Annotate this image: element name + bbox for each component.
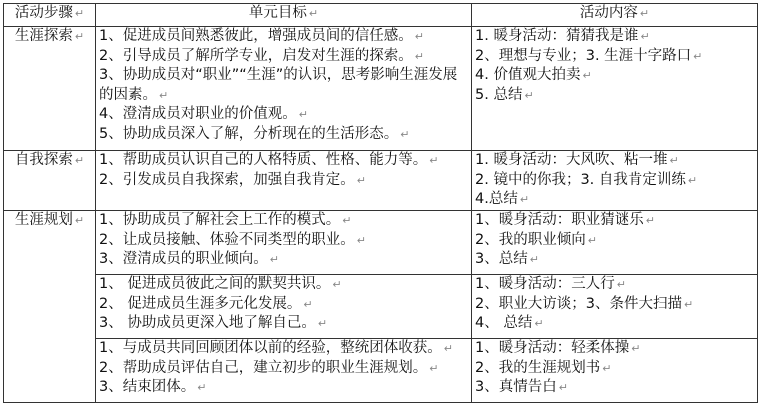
activity-line: 2、我的职业倾向 ↵: [475, 231, 597, 248]
table-row: [4, 275, 758, 339]
goal-line: 3、结束团体。 ↵: [99, 379, 207, 395]
stage-cell: 自我探索 ↵: [4, 151, 96, 211]
goal-line: 1、促进成员间熟悉彼此，增强成员间的信任感。 ↵: [99, 28, 424, 44]
table-row: [4, 211, 758, 275]
activity-line: 5. 总结 ↵: [475, 86, 534, 103]
header-goals: 单元目标 ↵: [96, 4, 472, 27]
header-activities: 活动内容 ↵: [472, 4, 758, 27]
activity-line: 4.总结 ↵: [475, 191, 530, 207]
goal-line: 1、帮助成员认识自己的人格特质、性格、能力等。 ↵: [99, 152, 439, 168]
goal-line: 4、澄清成员对职业的价值观。 ↵: [99, 106, 308, 122]
goal-line: 2、引导成员了解所学专业，启发对生涯的探索。 ↵: [99, 47, 424, 64]
activity-line: 1、暖身活动：轻柔体操 ↵: [475, 340, 641, 356]
activity-line: 1、暖身活动：职业猜谜乐 ↵: [475, 212, 655, 228]
activity-line: 4. 价值观大拍卖 ↵: [475, 67, 592, 83]
stage-cell: 生涯规划 ↵: [4, 211, 96, 403]
table-row: [4, 27, 758, 151]
activity-line: 2、理想与专业；3. 生涯十字路口 ↵: [475, 47, 703, 64]
goals-cell: [96, 275, 472, 339]
activity-line: 1. 暖身活动：猜猜我是谁 ↵: [475, 28, 650, 44]
goal-line: 3、 协助成员更深入地了解自己。 ↵: [99, 315, 328, 331]
stage-cell: 生涯探索 ↵: [4, 27, 96, 151]
goal-line: 2、引发成员自我探索，加强自我肯定。 ↵: [99, 171, 366, 188]
goal-line: 3、协助成员对“职业”“生涯”的认识，思考影响生涯发展的因素。 ↵: [99, 67, 458, 103]
goal-line: 5、协助成员深入了解，分析现在的生活形态。 ↵: [99, 125, 410, 142]
table-row: [4, 151, 758, 211]
activity-line: 1. 暖身活动：大风吹、粘一堆 ↵: [475, 152, 679, 168]
goal-line: 3、澄清成员的职业倾向。 ↵: [99, 251, 279, 267]
goal-line: 2、让成员接触、体验不同类型的职业。 ↵: [99, 231, 366, 248]
goal-line: 1、 促进成员彼此之间的默契共识。 ↵: [99, 276, 342, 292]
activity-line: 2. 镜中的你我；3. 自我肯定训练 ↵: [475, 171, 698, 188]
activity-line: 3、总结 ↵: [475, 251, 539, 267]
goal-line: 2、帮助成员评估自己，建立初步的职业生涯规划。 ↵: [99, 359, 439, 376]
goal-line: 1、协助成员了解社会上工作的模式。 ↵: [99, 212, 352, 228]
activity-line: 1、暖身活动：三人行 ↵: [475, 276, 626, 292]
goal-line: 1、与成员共同回顾团体以前的经验，整统团体收获。 ↵: [99, 340, 453, 356]
activities-cell: [472, 151, 758, 211]
activity-line: 3、真情告白 ↵: [475, 379, 568, 395]
goals-cell: [96, 339, 472, 403]
goal-line: 2、 促进成员生涯多元化发展。 ↵: [99, 295, 313, 312]
activities-cell: [472, 275, 758, 339]
activities-cell: [472, 339, 758, 403]
header-stage: 活动步骤 ↵: [4, 4, 96, 27]
activities-cell: [472, 27, 758, 151]
activity-line: 2、我的生涯规划书 ↵: [475, 359, 612, 376]
goals-cell: [96, 151, 472, 211]
goals-cell: [96, 27, 472, 151]
activity-line: 4、 总结 ↵: [475, 315, 544, 331]
activities-cell: [472, 211, 758, 275]
activity-line: 2、职业大访谈；3、条件大扫描 ↵: [475, 295, 694, 312]
activity-table: [3, 3, 758, 403]
header-row: [4, 4, 758, 27]
goals-cell: [96, 211, 472, 275]
table-row: [4, 339, 758, 403]
